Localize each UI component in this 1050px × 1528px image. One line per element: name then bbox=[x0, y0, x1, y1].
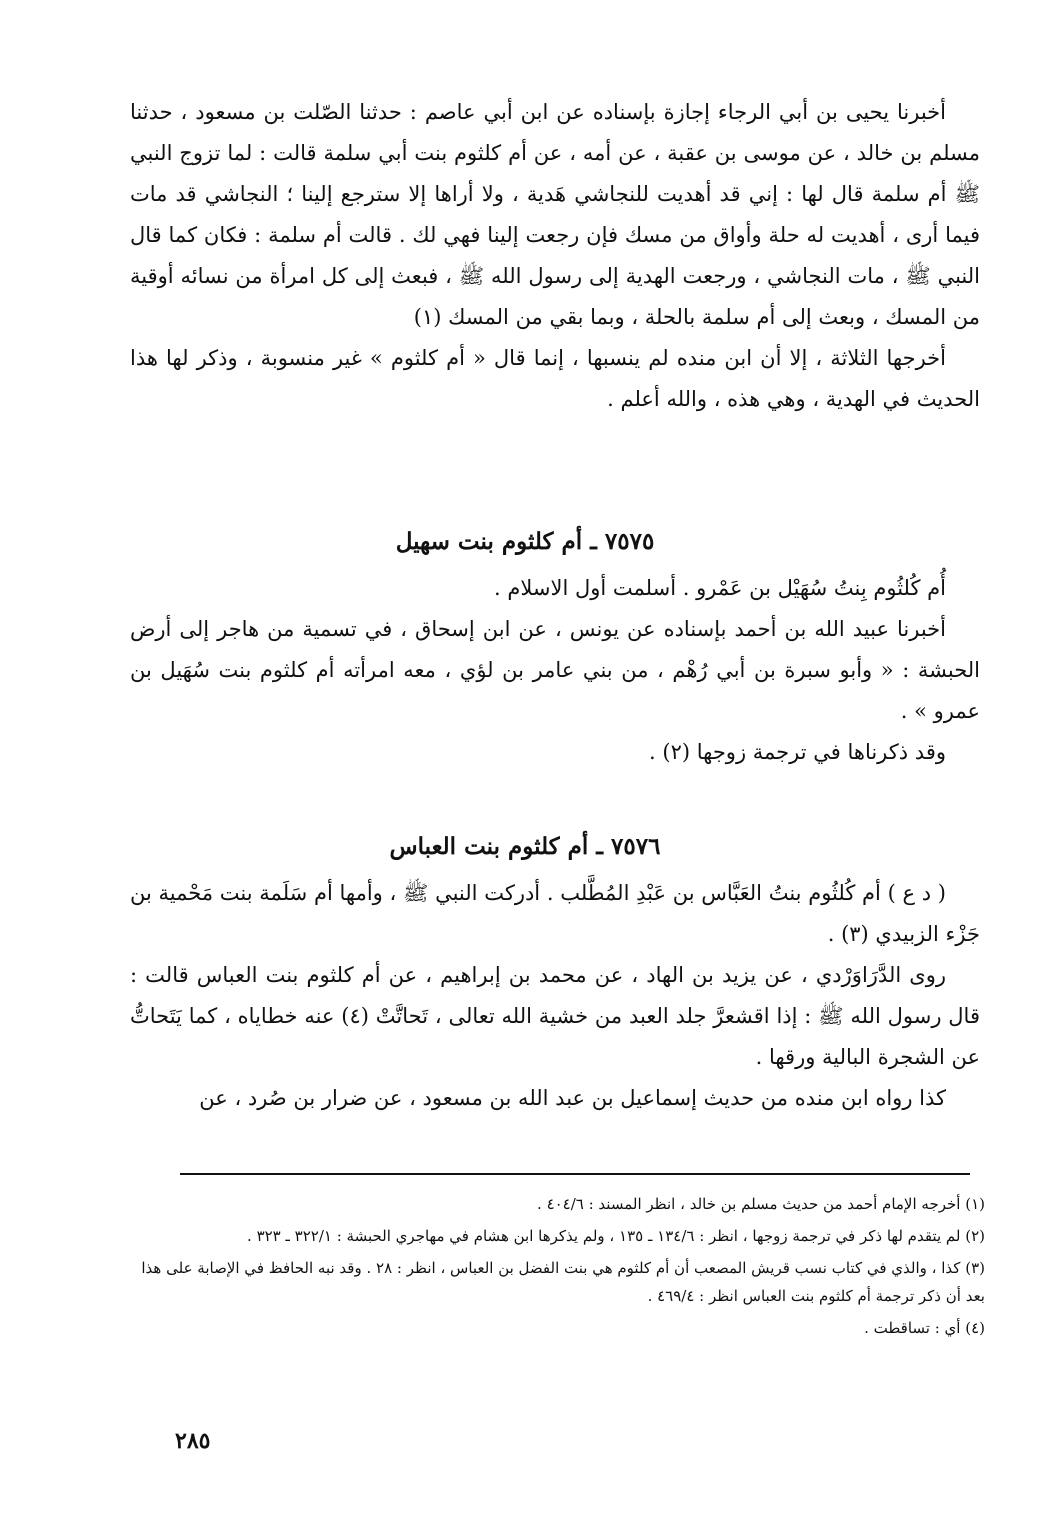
entry-heading-7575: ٧٥٧٥ ـ أم كلثوم بنت سهيل bbox=[395, 528, 655, 555]
footnote-3: (٣) كذا ، والذي في كتاب نسب قريش المصعب أن أم كلثوم هي بنت الفضل بن العباس ، انظر : ٢٨ . وقد نبه الحافظ في الإصابة على هذا بعد أن ذكر ترجمة أم كلثوم بنت العباس انظر : ٤٦٩/٤ . bbox=[141, 1259, 985, 1305]
footnote-separator bbox=[180, 1173, 970, 1175]
note-paragraph: وقد ذكرناها في ترجمة زوجها (٢) . bbox=[649, 740, 946, 764]
entry-7576-body bbox=[130, 873, 980, 1119]
entry-heading-7576: ٧٥٧٦ ـ أم كلثوم بنت العباس bbox=[389, 833, 661, 860]
hadith-paragraph: أخبرنا يحيى بن أبي الرجاء إجازة بإسناده عن ابن أبي عاصم : حدثنا الصّلت بن مسعود ، حدثنا مسلم بن خالد ، عن موسى بن عقبة ، عن أمه ، عن أم كلثوم بنت أبي سلمة قالت : لما تزوج النبي ﷺ أم سلمة قال لها : إني قد أهديت للنجاشي هَدية ، ولا أراها إلا سترجع إلينا ؛ النجاشي قد مات فيما أرى ، أهديت له حلة وأواق من مسك فإن رجعت إلينا فهي لك . قالت أم سلمة : فكان كما قال النبي ﷺ ، مات النجاشي ، ورجعت الهدية إلى رسول الله ﷺ ، فبعث إلى كل امرأة من نسائه أوقية من المسك ، وبعث إلى أم سلمة بالحلة ، وبما بقي من المسك (١) bbox=[130, 100, 980, 329]
hadith-paragraph: أخبرنا عبيد الله بن أحمد بإسناده عن يونس ، عن ابن إسحاق ، في تسمية من هاجر إلى أرض الحبشة : « وأبو سبرة بن أبي رُهْم ، من بني عامر بن لؤي ، معه امرأته أم كلثوم بنت سُهَيل بن عمرو » . bbox=[130, 617, 980, 723]
footnote-4: (٤) أي : تساقطت . bbox=[864, 1319, 985, 1337]
entry-continuation bbox=[130, 92, 980, 420]
footnotes bbox=[130, 1190, 985, 1346]
entry-intro: أُم كُلثُوم بِنتُ سُهَيْل بن عَمْرو . أسلمت أول الاسلام . bbox=[494, 576, 946, 600]
page-number: ٢٨٥ bbox=[175, 1428, 211, 1454]
hadith-paragraph: روى الدَّرَاوَرْدي ، عن يزيد بن الهاد ، عن محمد بن إبراهيم ، عن أم كلثوم بنت العباس قالت : قال رسول الله ﷺ : إذا اقشعرَّ جلد العبد من خشية الله تعالى ، تَحاتَّتْ (٤) عنه خطاياه ، كما يَتَحاتُّ عن الشجرة البالية ورقها . bbox=[130, 963, 980, 1069]
narration-paragraph: كذا رواه ابن منده من حديث إسماعيل بن عبد الله بن مسعود ، عن ضرار بن صُرد ، عن bbox=[199, 1086, 946, 1110]
takhrij-paragraph: أخرجها الثلاثة ، إلا أن ابن منده لم ينسبها ، إنما قال « أم كلثوم » غير منسوبة ، وذكر لها هذا الحديث في الهدية ، وهي هذه ، والله أعلم . bbox=[130, 346, 980, 411]
footnote-2: (٢) لم يتقدم لها ذكر في ترجمة زوجها ، انظر : ١٣٤/٦ ـ ١٣٥ ، ولم يذكرها ابن هشام في مهاجري الحبشة : ٣٢٢/١ ـ ٣٢٣ . bbox=[247, 1227, 985, 1245]
footnote-1: (١) أخرجه الإمام أحمد من حديث مسلم بن خالد ، انظر المسند : ٤٠٤/٦ . bbox=[537, 1195, 985, 1213]
entry-7575-body bbox=[130, 568, 980, 773]
entry-intro: ( د ع ) أم كُلثُوم بنتُ العَبَّاس بن عَبْدِ المُطَّلب . أدركت النبي ﷺ ، وأمها أم سَلَمة بنت مَحْمية بن جَزْء الزبيدي (٣) . bbox=[130, 881, 980, 946]
